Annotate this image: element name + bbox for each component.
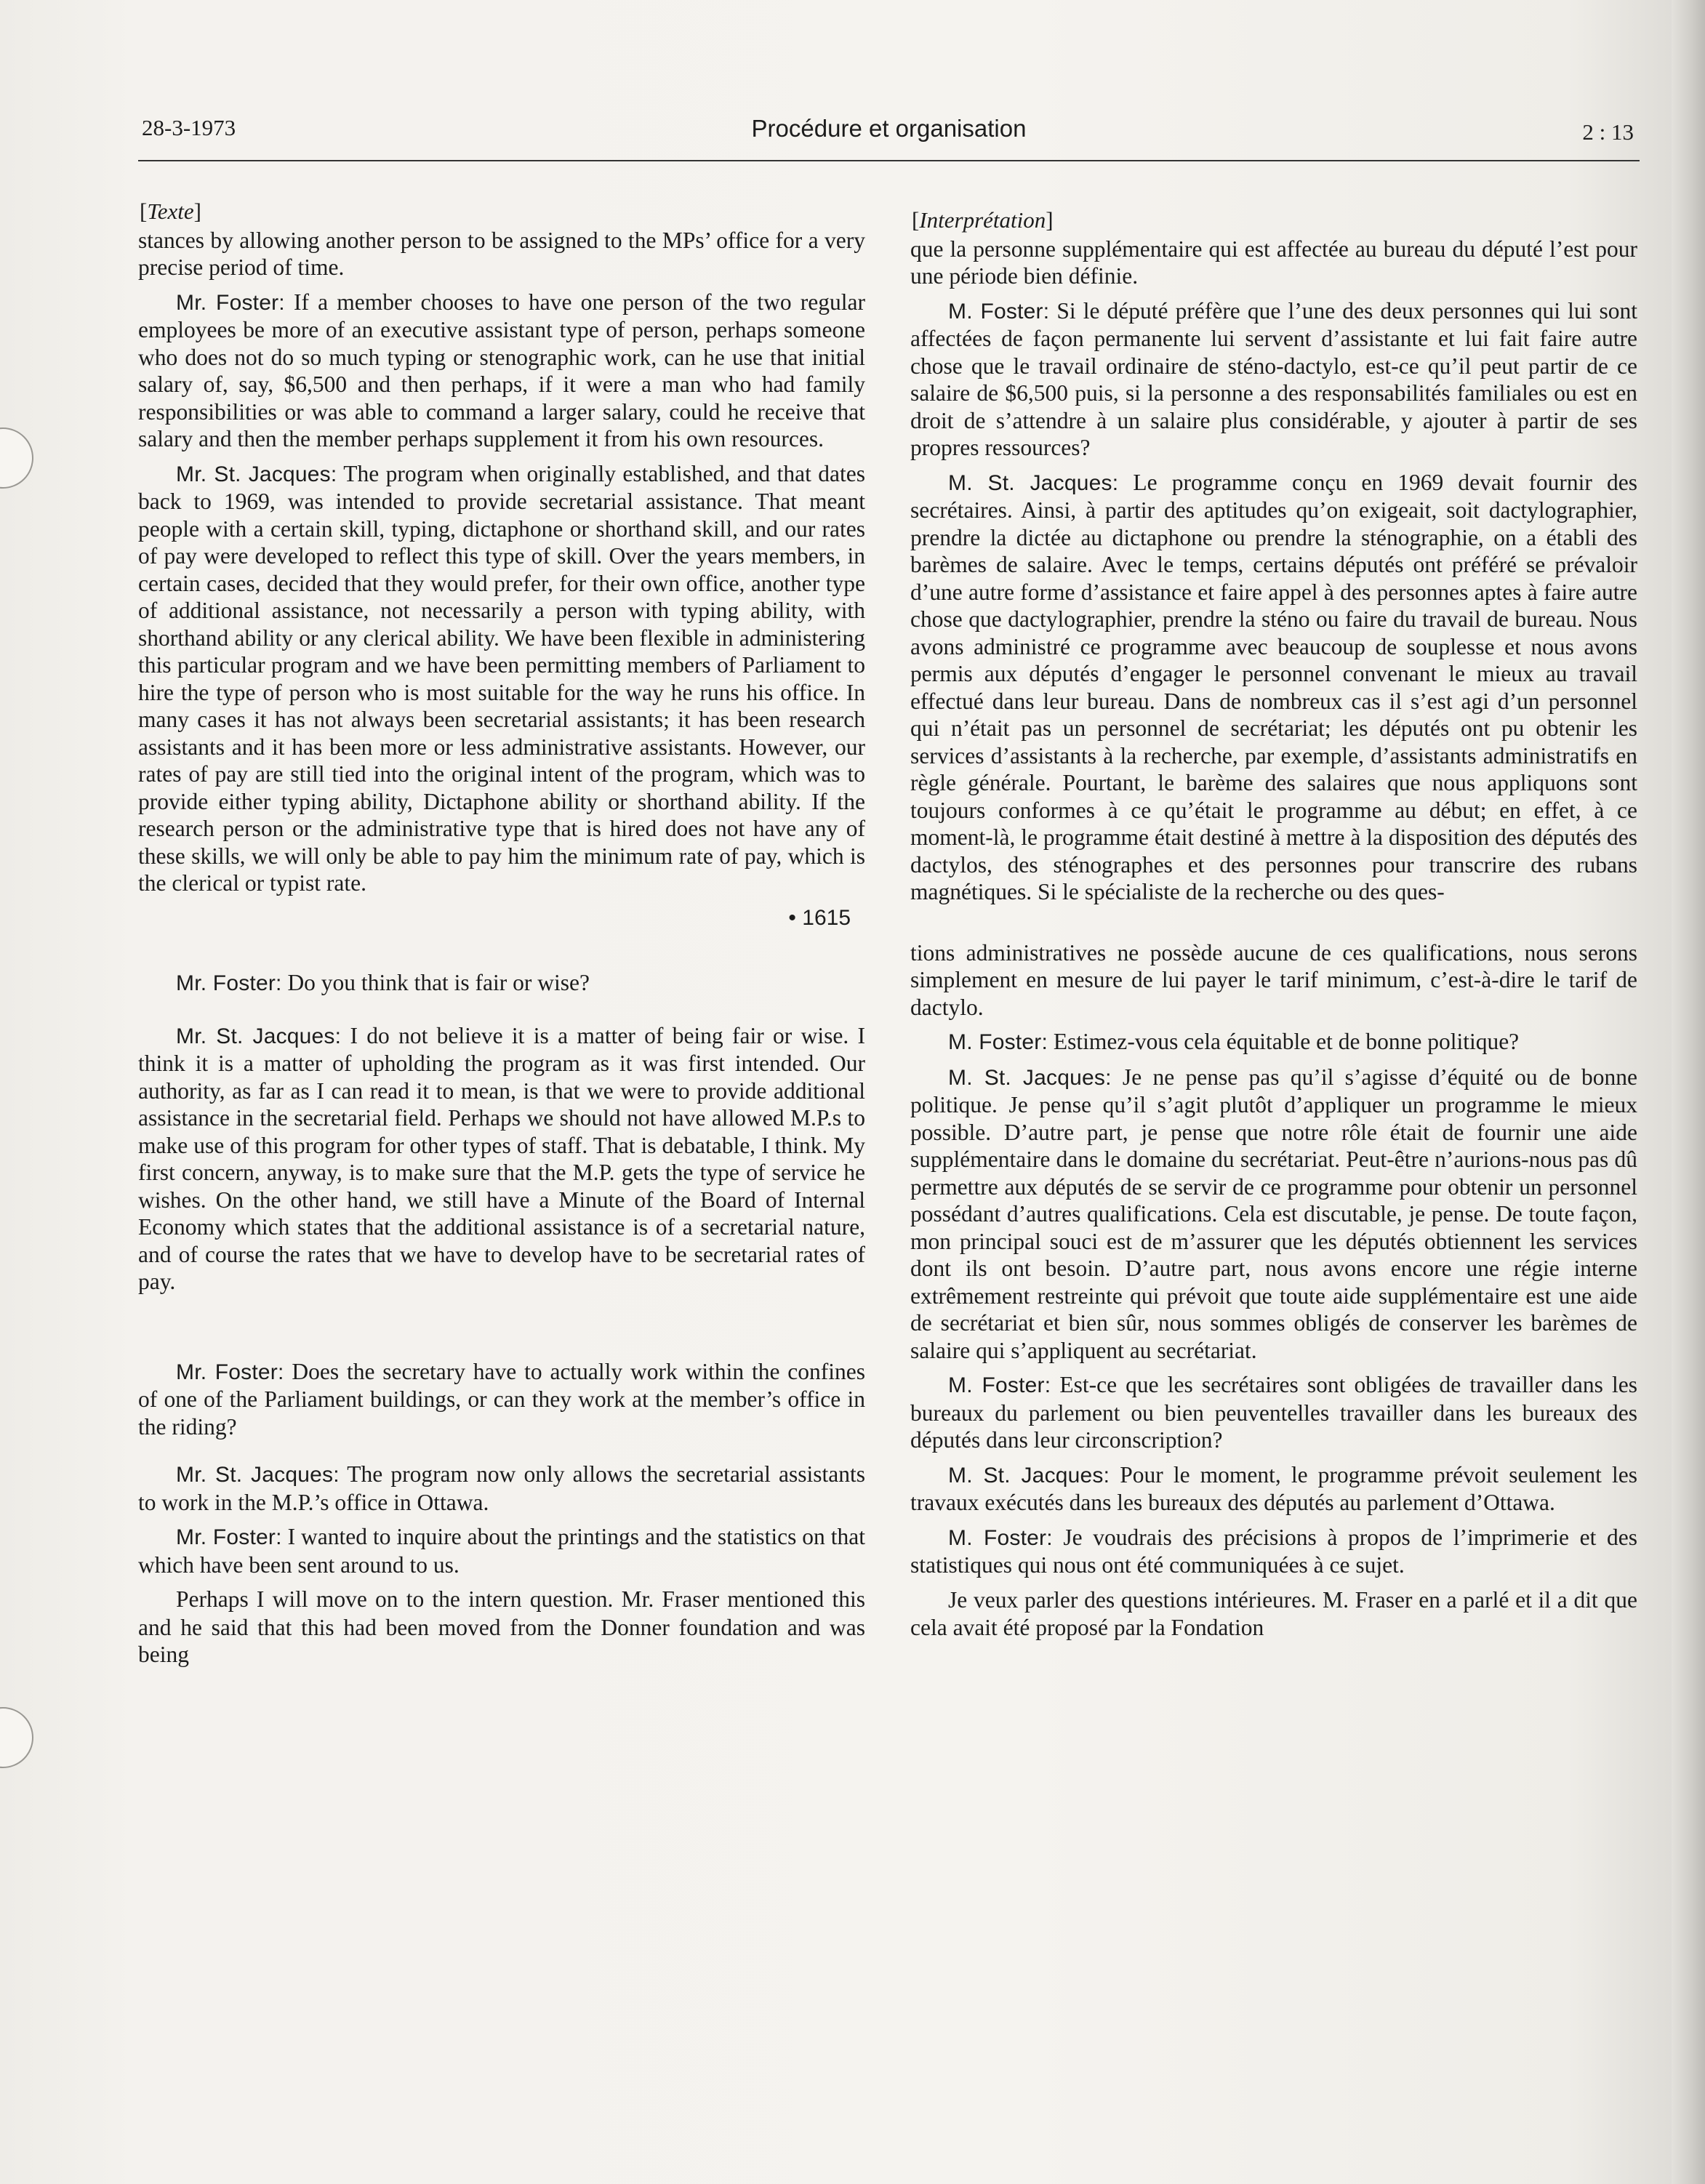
- speaker-name: Mr. Foster:: [176, 290, 285, 315]
- punch-hole: [0, 427, 33, 489]
- paragraph: Mr. Foster: If a member chooses to have one person of the two regular employees be more of an executive assistant type of person, perhaps someone who does not do so much typing or stenographic work, can he use that initial salary of, say, $6,500 and then perhaps, if it were a man who had family responsibilities or was able to command a larger salary, could he receive that salary and then the member perhaps supplement it from his own resources.: [138, 289, 865, 451]
- paragraph: M. St. Jacques: Je ne pense pas qu’il s’agisse d’équité ou de bonne politique. Je pense qu’il s’agit plutôt d’appliquer un programme le mieux possible. D’autre part, je pense que notre rôle était de fournir une aide supplémentaire dans le domaine du secrétariat. Peut-être n’aurions-nous pas dû permettre aux députés de se servir de ce programme pour obtenir un personnel possédant d’autres qualifications. Cela est discutable, je pense. De toute façon, mon principal souci est de m’assurer que les députés obtiennent les services dont ils ont besoin. D’autre part, nous avons encore une régie interne extrêmement restreinte qui prévoit que toute aide supplémentaire est une aide de secrétariat et bien sûr, nous sommes obligés de conserver les barèmes de salaire qui s’appliquent au secrétariat.: [910, 1064, 1638, 1363]
- page-header: [138, 111, 1640, 161]
- paragraph: Perhaps I will move on to the intern question. Mr. Fraser mentioned this and he said that this had been moved from the Donner foundation and was being: [138, 1586, 865, 1667]
- paragraph: M. St. Jacques: Pour le moment, le programme prévoit seulement les travaux exécutés dans les bureaux des députés au parlement d’Ottawa.: [910, 1461, 1637, 1515]
- paragraph: Mr. St. Jacques: I do not believe it is a matter of being fair or wise. I think it is a matter of upholding the program as it was first intended. Our authority, as far as I can read it to mean, is that we were to provide additional assistance in the secretarial field. Perhaps we should not have allowed M.P.s to make use of this program for other types of staff. That is debatable, I think. My first concern, anyway, is to make sure that the M.P. gets the type of service he wishes. On the other hand, we still have a Minute of the Board of Internal Economy which states that the additional assistance is of a secretarial nature, and of course the rates that we have to develop have to be secretarial rates of pay.: [138, 1022, 865, 1294]
- paragraph: Mr. Foster: Do you think that is fair or wise?: [176, 970, 590, 995]
- paragraph: que la personne supplémentaire qui est affectée au bureau du député l’est pour une période bien définie.: [910, 236, 1637, 289]
- french-column: [910, 206, 1637, 1649]
- speaker-name: Mr. St. Jacques:: [176, 462, 337, 486]
- punch-hole: [0, 1707, 33, 1768]
- header-date: 28-3-1973: [142, 115, 236, 140]
- speaker-name: M. Foster:: [948, 1030, 1048, 1054]
- speaker-name: M. St. Jacques:: [948, 1065, 1112, 1090]
- speaker-name: Mr. St. Jacques:: [176, 1024, 342, 1048]
- column-label-english: [Texte]: [140, 198, 201, 224]
- speaker-name: M. St. Jacques:: [948, 1463, 1110, 1488]
- speaker-name: Mr. St. Jacques:: [176, 1463, 340, 1487]
- paragraph: M. Foster: Est-ce que les secrétaires sont obligées de travailler dans les bureaux du parlement ou bien peuventelles travailler dans les bureaux des députés dans leur circonscription?: [910, 1372, 1637, 1453]
- paragraph: Mr. Foster: I wanted to inquire about the printings and the statistics on that which have been sent around to us.: [138, 1524, 865, 1578]
- speaker-name: M. Foster:: [948, 1525, 1053, 1550]
- paragraph: M. Foster: Je voudrais des précisions à propos de l’imprimerie et des statistiques qui nous ont été communiquées à ce sujet.: [910, 1524, 1637, 1578]
- speaker-name: M. St. Jacques:: [948, 470, 1119, 495]
- speaker-name: M. Foster:: [948, 1373, 1051, 1397]
- paragraph: M. Foster: Estimez-vous cela équitable et de bonne politique?: [948, 1029, 1520, 1054]
- paragraph: Mr. Foster: Does the secretary have to actually work within the confines of one of the Parliament buildings, or can they work at the member’s office in the riding?: [138, 1358, 865, 1440]
- speaker-name: M. Foster:: [948, 299, 1050, 324]
- timestamp: • 1615: [788, 905, 851, 930]
- paragraph: Je veux parler des questions intérieures. M. Fraser en a parlé et il a dit que cela avait été proposé par la Fondation: [910, 1586, 1637, 1640]
- paragraph: Mr. St. Jacques: The program when originally established, and that dates back to 1969, was intended to provide secretarial assistance. That meant people with a certain skill, typing, dictaphone or shorthand skill, and our rates of pay were developed to reflect this type of skill. Over the years members, in certain cases, decided that they would prefer, for their own office, another type of additional assistance, not necessarily a person with typing ability, with shorthand ability or any clerical ability. We have been flexible in administering this particular program and we have been permitting members of Parliament to hire the type of person who is most suitable for the way he runs his office. In many cases it has not always been secretarial assistants; it has been research assistants and it has been more or less administrative assistants. However, our rates of pay are still tied into the original intent of the program, which was to provide either typing ability, Dictaphone ability or shorthand ability. If the research person or the administrative type that is hired does not have any of these skills, we will only be able to pay him the minimum rate of pay, which is the clerical or typist rate.: [138, 460, 865, 896]
- paragraph: stances by allowing another person to be assigned to the MPs’ office for a very precise period of time.: [138, 227, 865, 280]
- paragraph: M. Foster: Si le député préfère que l’une des deux personnes qui lui sont affectées de façon permanente lui servent d’assistante et lui fait faire autre chose que le travail ordinaire de sténo-dactylo, est-ce qu’il peut partir de ce salaire de $6,500 puis, si la personne a des responsabilités familiales ou est en droit de s’attendre à un salaire plus considérable, y ajouter à partir de ses propres ressources?: [910, 297, 1638, 460]
- speaker-name: Mr. Foster:: [176, 1360, 284, 1384]
- english-column: [138, 198, 865, 1676]
- paragraph: tions administratives ne possède aucune de ces qualifications, nous serons simplement en mesure de lui payer le tarif minimum, c’est-à-dire le tarif de dactylo.: [910, 939, 1637, 1020]
- speaker-name: Mr. Foster:: [176, 1525, 282, 1549]
- speaker-name: Mr. Foster:: [176, 971, 282, 995]
- page-number: 2 : 13: [1582, 119, 1634, 145]
- paragraph: M. St. Jacques: Le programme conçu en 1969 devait fournir des secrétaires. Ainsi, à partir des aptitudes qu’on exigeait, soit dactylographier, prendre la dictée au dictaphone ou prendre la sténographie, on a établi des barèmes de salaire. Avec le temps, certains députés ont préféré se prévaloir d’une autre forme d’assistance et faire appel à des personnes aptes à faire autre chose que dactylographier, prendre la sténo ou faire du travail de bureau. Nous avons administré ce programme avec beaucoup de souplesse et nous avons permis aux députés d’engager le personnel convenant le mieux au travail effectué dans leur bureau. Dans de nombreux cas il s’est agi d’un personnel qui n’était pas un personnel de secrétariat; les députés ont pu obtenir les services d’assistants à la recherche, par exemple, d’assistants administratifs en règle générale. Pourtant, le barème des salaires que nous appliquons sont toujours conformes à ce qu’était le programme au début; en effet, à ce moment-là, le programme était destiné à mettre à la disposition des députés des dactylos, des sténographes et des personnes pour transcrire des rubans magnétiques. Si le spécialiste de la recherche ou des ques-: [910, 469, 1638, 904]
- paragraph: Mr. St. Jacques: The program now only allows the secretarial assistants to work in the M.P.’s office in Ottawa.: [138, 1461, 865, 1515]
- header-title: Procédure et organisation: [751, 115, 1027, 142]
- binder-edge: [1672, 0, 1705, 2184]
- column-label-french: [Interprétation]: [912, 207, 1054, 233]
